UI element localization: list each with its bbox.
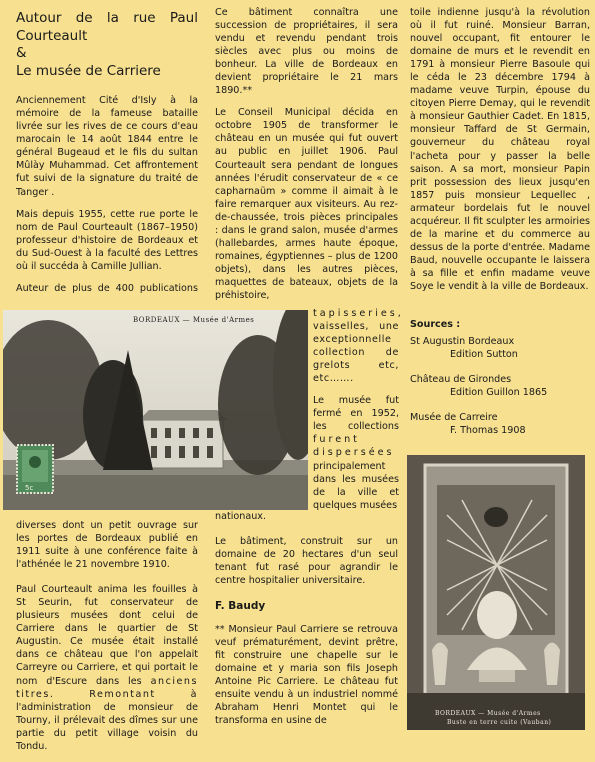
paragraph: Le Conseil Municipal décida en octobre 1905 de transformer le château en un musée qui fut ouvert au public en juillet 1906. Paul Courteault sera pendant de longues années l'érudit conservateur de « ce capharnaüm » comme il aimait à le faire remarquer aux visiteurs. Au rez-de-chaussée, trois pièces principales : dans le grand salon, musée d'armes (hallebardes, armes haute époque, romaines, égyptiennes – plus de 1200 objets), dans les autres pièces, maquettes de bateaux, objets de la préhistoire, [215, 107, 398, 301]
paragraph: Mais depuis 1955, cette rue porte le nom de Paul Courteault (1867–1950) professeur d'histoire de Bordeaux et du Sud-Ouest à la faculté des Lettres où il succéda à Camille Jullian. [16, 208, 198, 272]
paragraph: nationaux. [215, 511, 267, 522]
bust-postcard-photo [407, 455, 585, 730]
paragraph: diverses dont un petit ouvrage sur les portes de Bordeaux publié en 1911 suite à une conférence faite à l'athénée le 21 novembre 1910. [16, 520, 198, 571]
source-publisher: Edition Sutton [450, 349, 518, 361]
source-title: Château de Girondes [410, 374, 512, 386]
paragraph-part-spaced: tapisseries, [313, 308, 404, 319]
paragraph-part: l'administration de monsieur de Tourny, il prélevait des dîmes sur une partie du petit village voisin du Tondu. [16, 701, 198, 752]
paragraph: Anciennement Cité d'Isly à la mémoire de la fameuse bataille livrée sur les rives de ce cours d'eau marocain le 14 août 1844 entre le général Bugeaud et le fils du sultan Mûlày Muhammad. Cet affrontement fut suivi de la signature du traité de Tanger . [16, 95, 198, 198]
museum-postcard-photo [3, 310, 308, 510]
bust-display-image [407, 455, 585, 730]
source-title: Musée de Carreire [410, 412, 498, 424]
source-title: St Augustin Bordeaux [410, 336, 515, 348]
photo-caption: BORDEAUX — Musée d'Armes [133, 316, 255, 324]
column-2-continued [215, 510, 398, 736]
source-publisher: F. Thomas 1908 [450, 425, 526, 437]
footnote: ** Monsieur Paul Carriere se retrouva veuf prématurément, devint prêtre, fit construire une chapelle sur le domaine et y maria son fils Joseph Antoine Pic Carriere. Le château fut ensuite vendu à un industriel nommé Abraham Henri Montet qui le transforma en usine de [215, 623, 398, 726]
museum-building-image [3, 310, 308, 510]
paragraph: toile indienne jusqu'à la révolution où il fut ruiné. Monsieur Barran, nouvel occupant, fit entourer le domaine de murs et le revendit en 1791 à monsieur Pierre Basoule qui le céda le 23 décembre 1794 à madame veuve Turpin, épouse du citoyen Pierre Demay, qui le revendit à monsieur Gauthier Cadet. En 1815, monsieur Taffard de St Germain, gouverneur du château royal l'acheta pour y passer la belle saison. A sa mort, monsieur Papin prit possession des lieux jusqu'en 1857 puis monsieur Lequellec , armateur bordelais fut le nouvel acquéreur. Il fit sculpter les armoiries de la marine et du commerce au dessus de la porte d'entrée. Madame Baud, nouvelle occupante le laissera à sa fille et enfin madame veuve Soye le vendit à la ville de Bordeaux. [410, 7, 590, 292]
paragraph-part-spaced: anciens titres. Remontant à [16, 675, 198, 700]
source-item [410, 335, 590, 361]
title-line-1: Autour de la rue Paul [16, 10, 198, 26]
photo-subcaption: Buste en terre cuite (Vauban) [447, 719, 552, 726]
paragraph [313, 307, 404, 385]
column-2-narrow [313, 307, 404, 521]
title-ampersand: & [16, 45, 27, 62]
paragraph: Auteur de plus de 400 publications [16, 282, 198, 294]
title-line-3: Le musée de Carriere [16, 62, 161, 79]
paragraph [16, 583, 198, 753]
title-line-2: Courteault [16, 27, 88, 44]
column-1-continued [16, 519, 198, 762]
svg-text:5c: 5c [25, 484, 34, 492]
paragraph: Le bâtiment, construit sur un domaine de 20 hectares d'un seul tenant fut rasé pour agrandir le centre hospitalier universitaire. [215, 536, 398, 587]
source-item [410, 373, 590, 399]
sources-section [410, 318, 590, 449]
source-item [410, 411, 590, 437]
paragraph: Ce bâtiment connaîtra une succession de propriétaires, il sera vendu et revendu pendant trois siècles avec plus ou moins de bonheur. La ville de Bordeaux en devient propriétaire le 21 mars 1890.** [215, 7, 398, 97]
paragraph [313, 394, 399, 511]
paragraph-part: Paul Courteault anima les fouilles à St Seurin, fut conservateur de plusieurs musées dont celui de Carriere dans le quartier de St Augustin. Ce musée était installé dans ce château que l'on appelait Carreyre ou Carriere, et qui portait le nom d'Escure dans les [16, 584, 198, 687]
paragraph-part: vaisselles, une exceptionnelle collection de grelots etc, etc……. [313, 321, 399, 385]
author-signature: F. Baudy [215, 600, 266, 613]
column-1 [16, 10, 198, 304]
column-3 [410, 6, 590, 302]
column-2 [215, 6, 398, 302]
paragraph-part: principalement dans les musées de la ville et quelques musées [313, 460, 399, 511]
photo-caption: BORDEAUX — Musée d'Armes [435, 710, 541, 717]
page-title [16, 10, 198, 80]
paragraph-part: Le musée fut fermé en 1952, les collections [313, 395, 399, 433]
sources-heading: Sources : [410, 319, 461, 330]
source-publisher: Edition Guillon 1865 [450, 387, 548, 399]
paragraph-part-spaced: furent dispersées [313, 434, 395, 459]
